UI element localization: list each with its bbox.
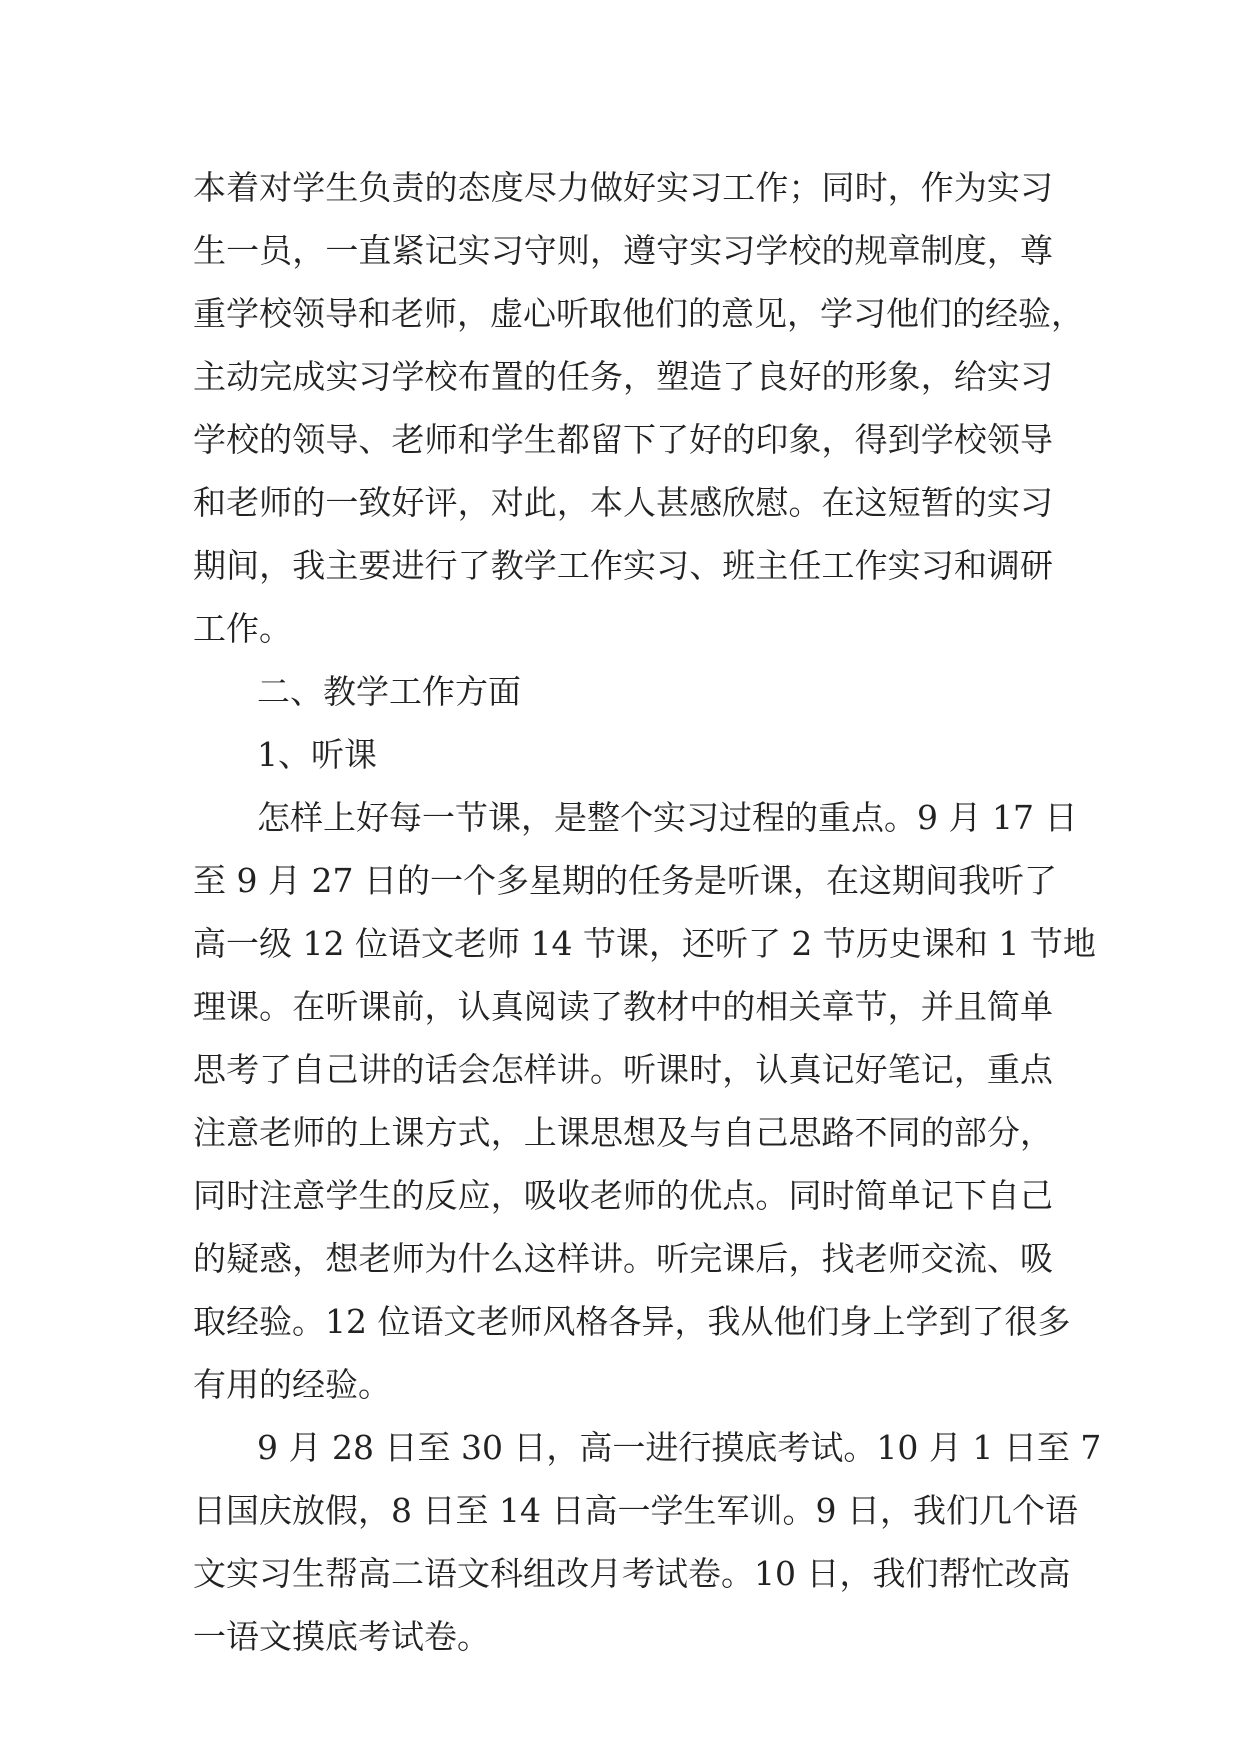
text-line: 生一员，一直紧记实习守则，遵守实习学校的规章制度，尊 — [193, 231, 1053, 270]
text-line: 本着对学生负责的态度尽力做好实习工作；同时，作为实习 — [193, 168, 1053, 207]
text-line: 主动完成实习学校布置的任务，塑造了良好的形象，给实习 — [193, 357, 1053, 396]
text-line: 怎样上好每一节课，是整个实习过程的重点。9 月 17 日 — [257, 798, 1078, 837]
text-line: 高一级 12 位语文老师 14 节课，还听了 2 节历史课和 1 节地 — [193, 924, 1096, 963]
text-line: 文实习生帮高二语文科组改月考试卷。10 日，我们帮忙改高 — [193, 1554, 1071, 1593]
text-line: 学校的领导、老师和学生都留下了好的印象，得到学校领导 — [193, 420, 1053, 459]
text-line: 一语文摸底考试卷。 — [193, 1617, 490, 1656]
text-line: 思考了自己讲的话会怎样讲。听课时，认真记好笔记，重点 — [193, 1050, 1053, 1089]
text-line: 期间，我主要进行了教学工作实习、班主任工作实习和调研 — [193, 546, 1053, 585]
text-line: 工作。 — [193, 609, 292, 648]
text-line: 的疑惑，想老师为什么这样讲。听完课后，找老师交流、吸 — [193, 1239, 1053, 1278]
text-line: 同时注意学生的反应，吸收老师的优点。同时简单记下自己 — [193, 1176, 1053, 1215]
text-line: 理课。在听课前，认真阅读了教材中的相关章节，并且简单 — [193, 987, 1053, 1026]
text-line: 重学校领导和老师，虚心听取他们的意见，学习他们的经验， — [193, 294, 1084, 333]
text-line: 取经验。12 位语文老师风格各异，我从他们身上学到了很多 — [193, 1302, 1071, 1341]
text-line: 1、听课 — [257, 735, 377, 774]
text-line: 9 月 28 日至 30 日，高一进行摸底考试。10 月 1 日至 7 — [257, 1428, 1102, 1467]
text-line: 至 9 月 27 日的一个多星期的任务是听课，在这期间我听了 — [193, 861, 1057, 900]
text-line: 二、教学工作方面 — [257, 672, 521, 711]
text-line: 日国庆放假，8 日至 14 日高一学生军训。9 日，我们几个语 — [193, 1491, 1078, 1530]
text-line: 注意老师的上课方式，上课思想及与自己思路不同的部分， — [193, 1113, 1053, 1152]
text-line: 和老师的一致好评，对此，本人甚感欣慰。在这短暂的实习 — [193, 483, 1053, 522]
document-body — [193, 156, 1102, 1668]
text-line: 有用的经验。 — [193, 1365, 391, 1404]
